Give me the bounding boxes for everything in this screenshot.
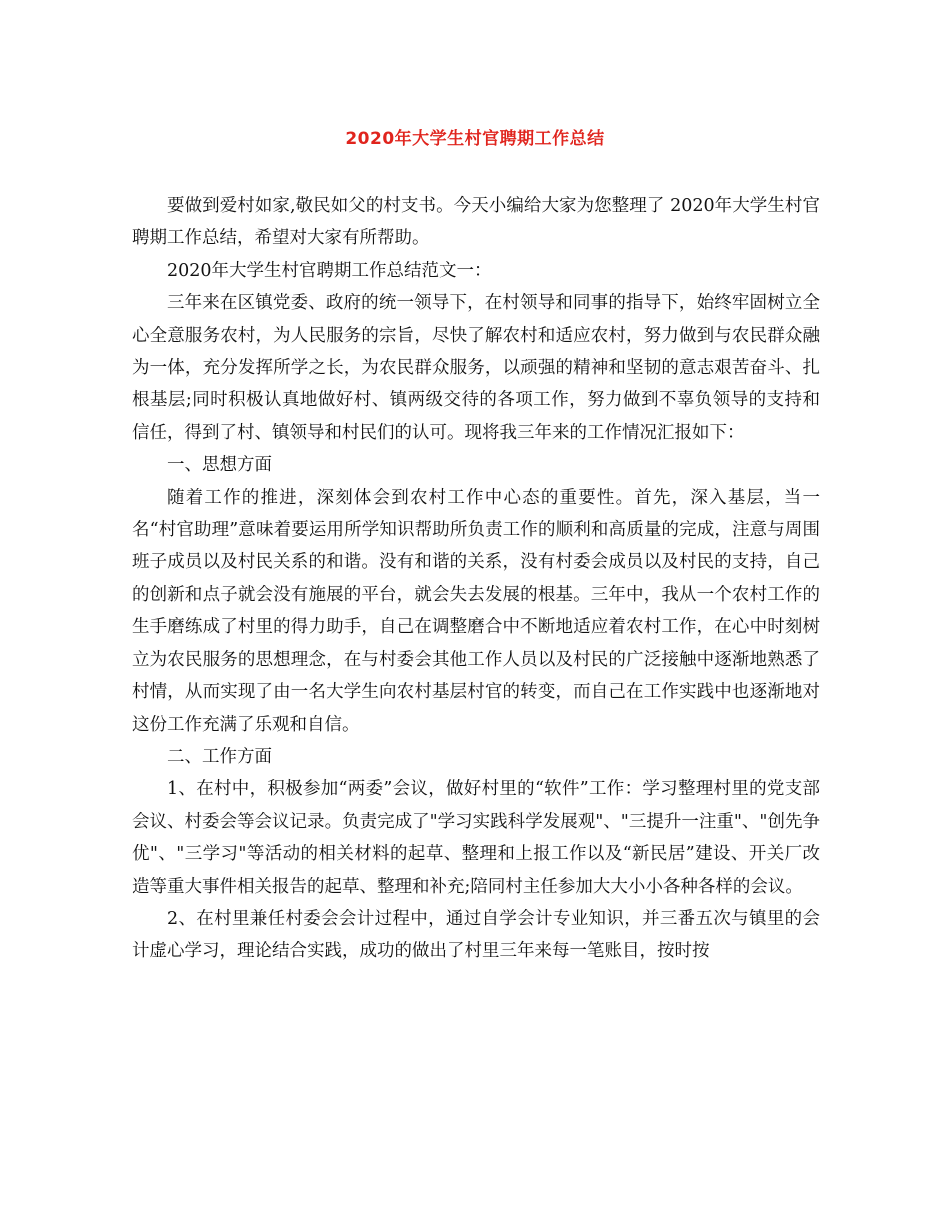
section-heading-work: 二、工作方面 <box>167 746 272 767</box>
document-body <box>132 190 820 968</box>
document-title: 2020年大学生村官聘期工作总结 <box>345 129 605 149</box>
paragraph-sample-heading: 2020年大学生村官聘期工作总结范文一： <box>167 260 492 281</box>
paragraph-thought: 随着工作的推进，深刻体会到农村工作中心态的重要性。首先，深入基层，当一名“村官助理”意味着要运用所学知识帮助所负责工作的顺利和高质量的完成，注意与周围班子成员以及村民关系的和谐。没有和谐的关系，没有村委会成员以及村民的支持，自己的创新和点子就会没有施展的平台，就会失去发展的根基。三年中，我从一个农村工作的生手磨练成了村里的得力助手，自己在调整磨合中不断地适应着农村工作，在心中时刻树立为农民服务的思想理念，在与村委会其他工作人员以及村民的广泛接触中逐渐地熟悉了村情，从而实现了由一名大学生向农村基层村官的转变，而自己在工作实践中也逐渐地对这份工作充满了乐观和自信。 <box>132 487 820 735</box>
paragraph-work-1: 1、在村中，积极参加“两委”会议，做好村里的“软件”工作：学习整理村里的党支部会议、村委会等会议记录。负责完成了"学习实践科学发展观"、"三提升一注重"、"创先争优"、"三学习"等活动的相关材料的起草、整理和上报工作以及“新民居”建设、开关厂改造等重大事件相关报告的起草、整理和补充;陪同村主任参加大大小小各种各样的会议。 <box>132 779 820 897</box>
section-heading-thought: 一、思想方面 <box>167 455 272 476</box>
paragraph-intro: 要做到爱村如家,敬民如父的村支书。今天小编给大家为您整理了 2020年大学生村官聘期工作总结，希望对大家有所帮助。 <box>132 196 820 249</box>
paragraph-work-2: 2、在村里兼任村委会会计过程中，通过自学会计专业知识，并三番五次与镇里的会计虚心学习，理论结合实践，成功的做出了村里三年来每一笔账目，按时按 <box>132 908 820 962</box>
paragraph-overview: 三年来在区镇党委、政府的统一领导下，在村领导和同事的指导下，始终牢固树立全心全意服务农村，为人民服务的宗旨，尽快了解农村和适应农村，努力做到与农民群众融为一体，充分发挥所学之长，为农民群众服务，以顽强的精神和坚韧的意志艰苦奋斗、扎根基层;同时积极认真地做好村、镇两级交待的各项工作，努力做到不辜负领导的支持和信任，得到了村、镇领导和村民们的认可。现将我三年来的工作情况汇报如下： <box>132 293 820 443</box>
